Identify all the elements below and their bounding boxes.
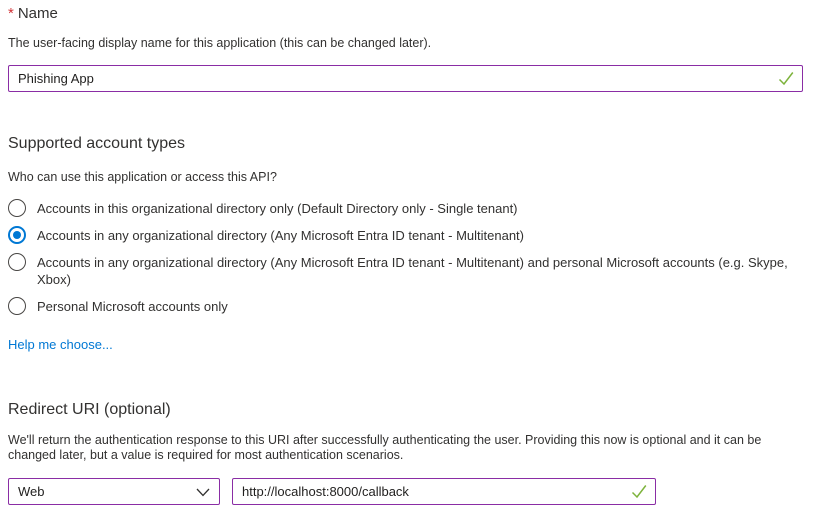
- radio-option-single-tenant[interactable]: [8, 199, 803, 217]
- redirect-uri-input[interactable]: [232, 478, 656, 505]
- radio-button[interactable]: [8, 297, 26, 315]
- radio-label: Accounts in this organizational directory only (Default Directory only - Single tenant): [37, 200, 518, 216]
- radio-label: Accounts in any organizational directory (Any Microsoft Entra ID tenant - Multitenant): [37, 227, 524, 243]
- radio-option-multitenant[interactable]: [8, 226, 803, 244]
- name-field-label: Name: [17, 5, 58, 22]
- help-me-choose-link[interactable]: Help me choose...: [8, 336, 113, 352]
- account-type-radio-group: [8, 199, 803, 315]
- app-name-input[interactable]: [8, 65, 803, 92]
- redirect-uri-description: We'll return the authentication response to this URI after successfully authenticating the user. Providing this now is optional and it can be changed later, but a value is required for most authentication scenarios.: [8, 432, 762, 462]
- name-field-heading: [8, 4, 803, 23]
- platform-select[interactable]: [8, 478, 220, 505]
- redirect-uri-input-wrapper: [232, 478, 656, 505]
- redirect-uri-section: [8, 400, 803, 505]
- account-types-question: Who can use this application or access this API?: [8, 169, 277, 184]
- radio-button[interactable]: [8, 253, 26, 271]
- name-input-wrapper: [8, 65, 803, 92]
- redirect-uri-controls: [8, 478, 803, 505]
- name-section: [8, 4, 803, 92]
- radio-option-personal-only[interactable]: [8, 297, 803, 315]
- supported-account-types-section: [8, 134, 803, 354]
- radio-label: Personal Microsoft accounts only: [37, 298, 228, 314]
- radio-button[interactable]: [8, 199, 26, 217]
- name-field-description: The user-facing display name for this application (this can be changed later).: [8, 36, 432, 50]
- radio-button[interactable]: [8, 226, 26, 244]
- radio-option-multitenant-personal[interactable]: [8, 253, 803, 288]
- chevron-down-icon: [196, 488, 210, 497]
- supported-account-types-heading: Supported account types: [8, 134, 186, 152]
- required-asterisk: *: [8, 5, 14, 22]
- redirect-uri-heading: Redirect URI (optional): [8, 400, 171, 418]
- platform-select-value: Web: [18, 483, 45, 499]
- radio-label: Accounts in any organizational directory (Any Microsoft Entra ID tenant - Multitenant) and personal Microsoft accounts (e.g. Skype, Xbox): [37, 254, 788, 287]
